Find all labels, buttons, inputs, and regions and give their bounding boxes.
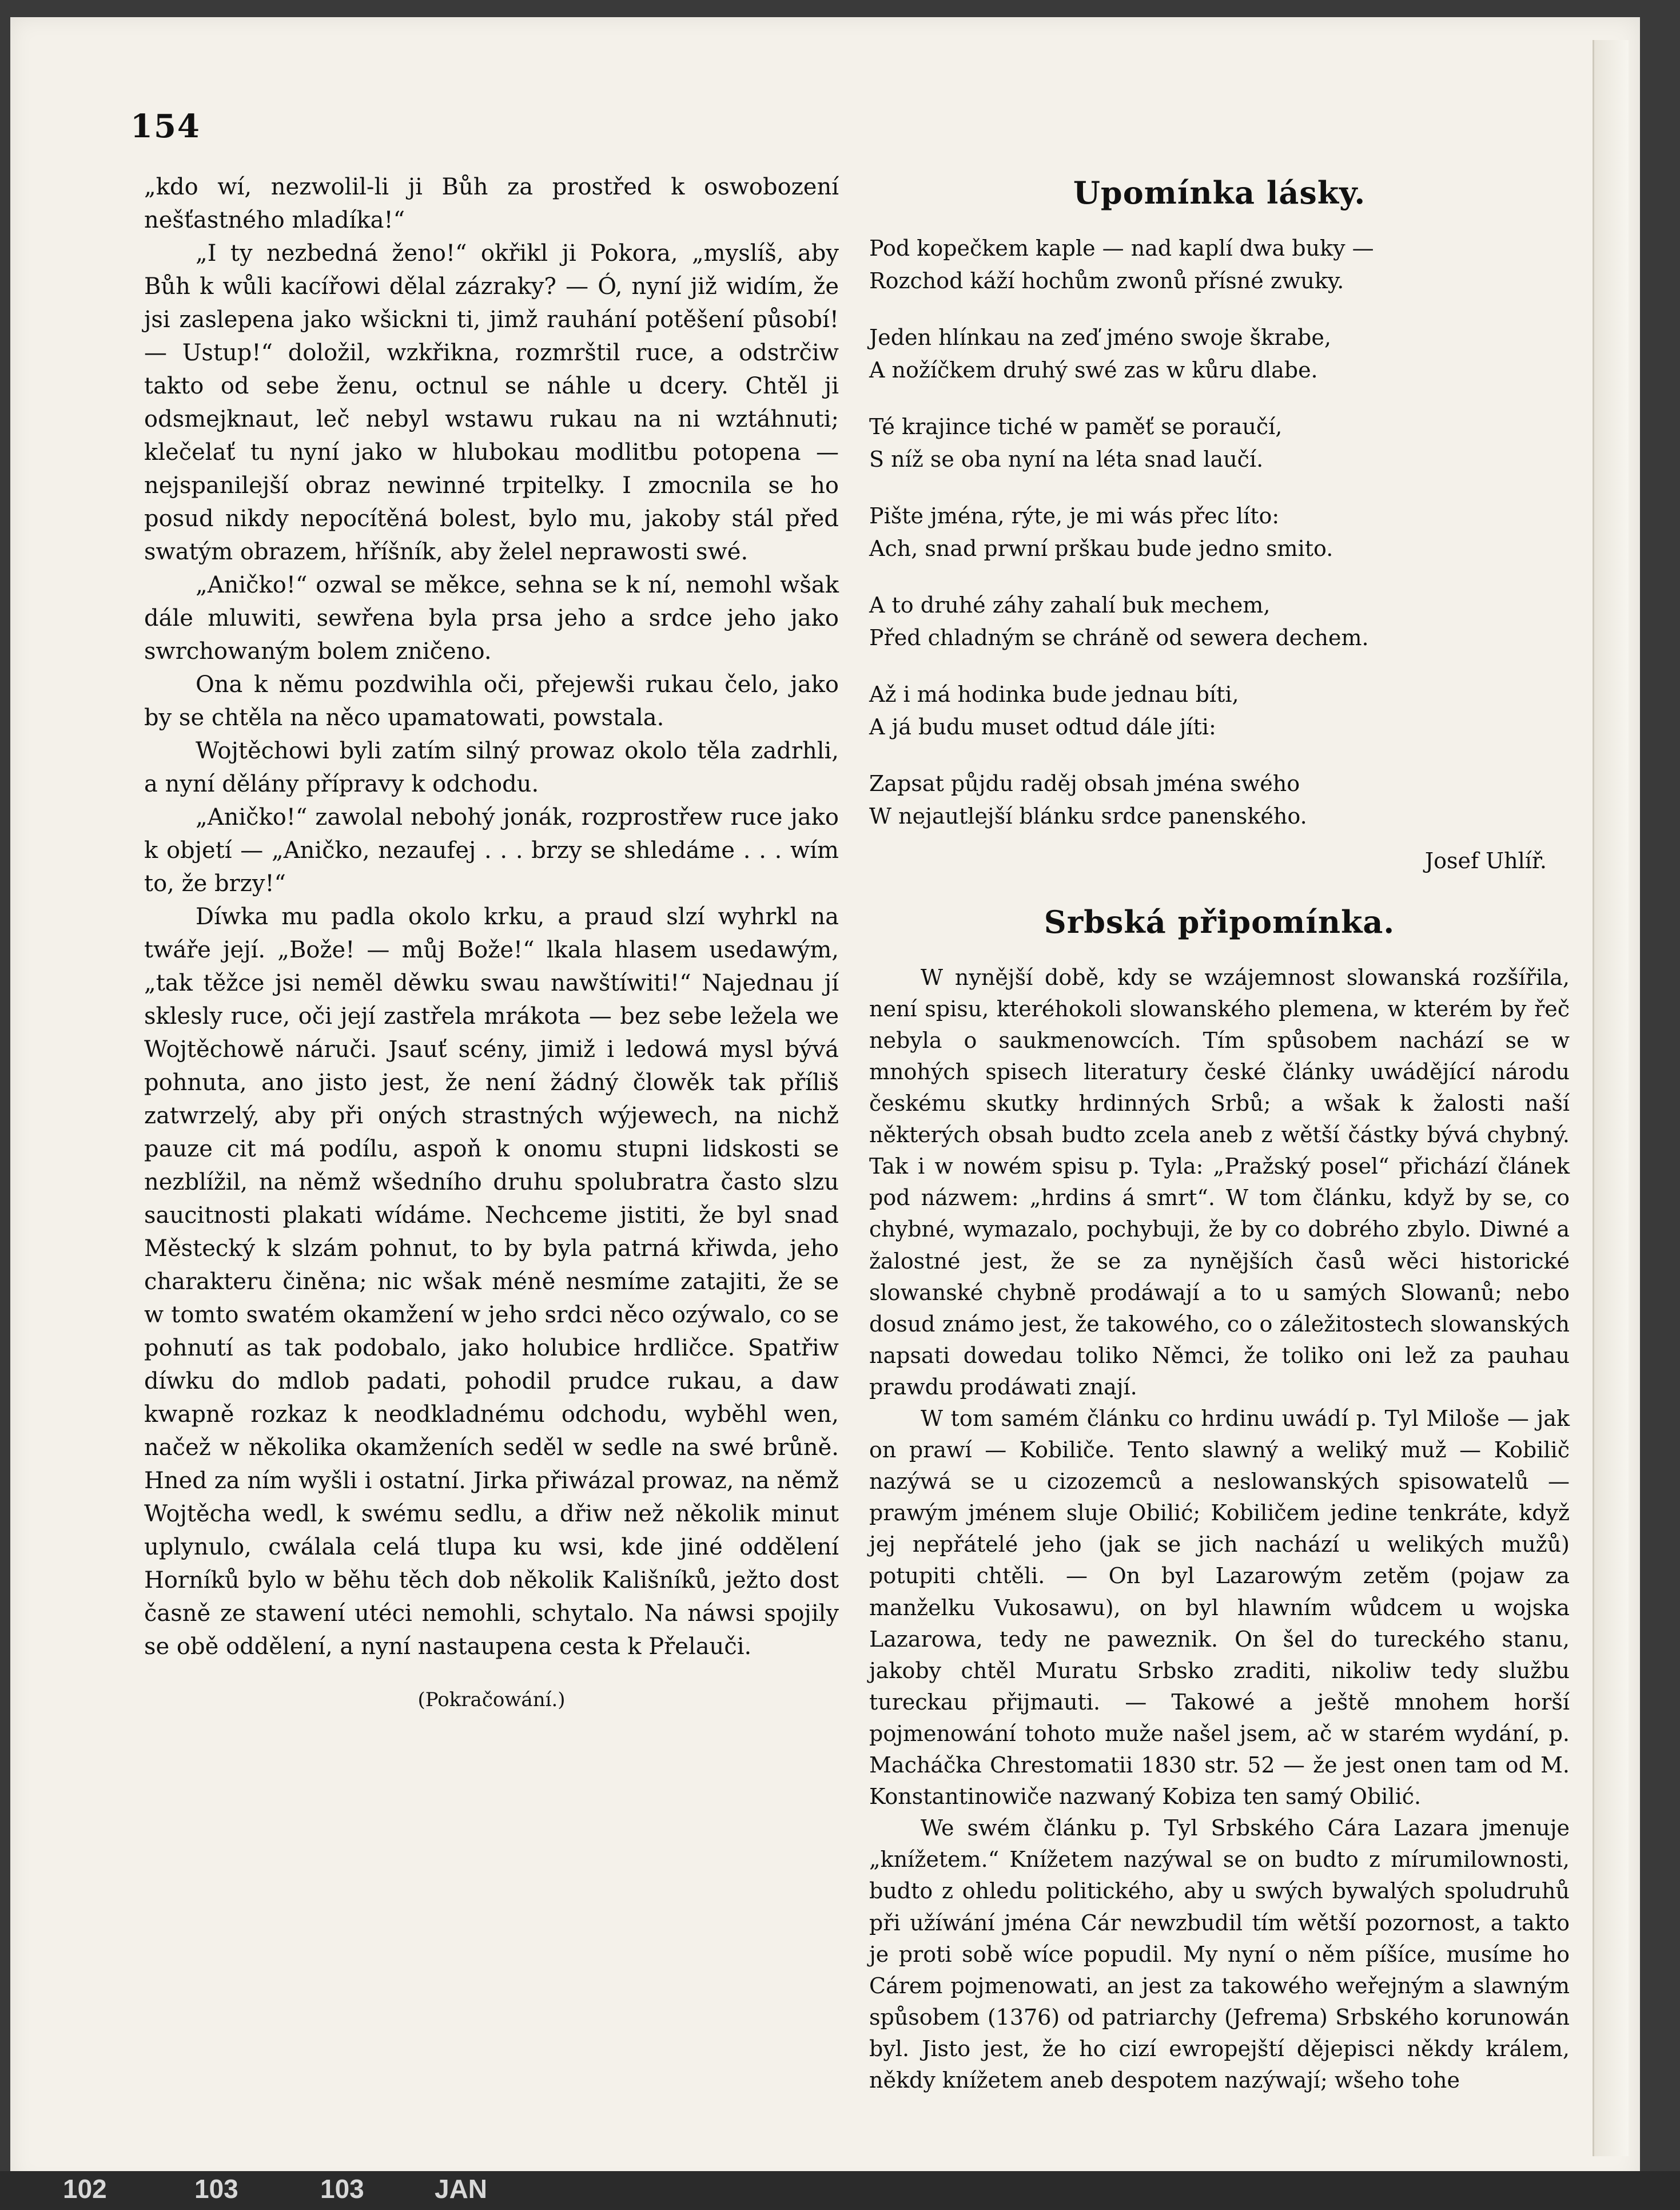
page-edge [1593, 40, 1629, 2156]
paragraph: Wojtěchowi byli zatím silný prowaz okolo těla zadrhli, a nyní dělány přípravy k odchodu. [144, 738, 839, 797]
strip-label: JAN [435, 2174, 488, 2204]
article-title: Srbská připomínka. [1044, 904, 1395, 941]
right-column [869, 170, 1570, 2096]
poem-line: Rozchod káží hochům zwonů přísné zwuky. [869, 268, 1344, 294]
paragraph: We swém článku p. Tyl Srbského Cára Lazara jmenuje „knížetem.“ Knížetem nazýwal se on budto z mírumilownosti, budto z ohledu politického, aby u swých bywalých spoludruhů při užíwání jména Cár newzbudil tím wětší pozornost, a takto je proti sobě wíce popudil. My nyní o něm píšíce, musíme ho Cárem pojmenowati, an jest za takowého weřejným a slawným spůsobem (1376) od patriarchy (Jefrema) Srbského korunowán byl. Jisto jest, že ho cizí ewropejští dějepisci někdy králem, někdy knížetem aneb despotem nazýwají; wšeho tohe [869, 1815, 1570, 2093]
poem-line: Zapsat půjdu raděj obsah jména swého [869, 771, 1300, 797]
poem-author: Josef Uhlíř. [1424, 848, 1547, 874]
poem-line: Té krajince tiché w paměť se poraučí, [869, 414, 1283, 440]
poem-stanza [869, 321, 1570, 387]
poem-stanza [869, 678, 1570, 744]
paragraph: Ona k němu pozdwihla oči, přejewši rukau čelo, jako by se chtěla na něco upamatowati, powstala. [144, 671, 839, 731]
poem-line: Ach, snad prwní prškau bude jedno smito. [869, 536, 1333, 562]
poem-line: S níž se oba nyní na léta snad laučí. [869, 447, 1264, 472]
scanner-strip [0, 2171, 1680, 2210]
paragraph: „Aničko!“ ozwal se měkce, sehna se k ní, nemohl wšak dále mluwiti, sewřena byla prsa jeho a srdce jeho jako swrchowaným bolem zničeno. [144, 572, 839, 665]
poem-line: Až i má hodinka bude jednau bíti, [869, 682, 1239, 707]
paragraph: „kdo wí, nezwolil-li ji Bůh za prostřed k oswobození nešťastného mladíka!“ [144, 174, 839, 233]
poem-stanza [869, 589, 1570, 654]
paragraph: Díwka mu padla okolo krku, a praud slzí wyhrkl na twáře její. „Bože! — můj Bože!“ lkala hlasem usedawým, „tak těžce jsi neměl děwku swau nawštíwiti!“ Najednau jí sklesly ruce, oči její zastřela mrákota — bez sebe ležela we Wojtěchowě náruči. Jsauť scény, jimiž i ledowá mysl bývá pohnuta, ano jisto jest, že není žádný člowěk tak příliš zatwrzelý, aby při oných strastných wýjewech, na nichž pauze cit má podílu, aspoň k onomu stupni lidskosti se nezblížil, na němž wšedního druhu spolubratra často slzu saucitnosti plakati wídáme. Nechceme jistiti, že byl snad Městecký k slzám pohnut, to by byla patrná křiwda, jeho charakteru činěna; nic wšak méně nesmíme zatajiti, že se w tomto swatém okamžení w jeho srdci něco ozýwalo, co se pohnutí as tak podobalo, jako holubice hrdličce. Spatřiw díwku do mdlob padati, pohodil prudce rukau, a daw kwapně rozkaz k neodkladnému odchodu, wyběhl wen, načež w několika okamženích seděl w sedle na swé brůně. Hned za ním wyšli i ostatní. Jirka přiwázal prowaz, na němž Wojtěcha wedl, k swému sedlu, a dřiw než několik minut uplynulo, cwálala celá tlupa ku wsi, kde jiné oddělení Horníků bylo w běhu těch dob několik Kališníků, ježto dost časně ze stawení utéci nemohli, schytalo. Na náwsi spojily se obě oddělení, a nyní nastaupena cesta k Přelauči. [144, 904, 839, 1660]
poem-stanza [869, 500, 1570, 565]
poem-title: Upomínka lásky. [1073, 174, 1366, 211]
paragraph: W nynější době, kdy se wzájemnost slowanská rozšířila, není spisu, kteréhokoli slowanského plemena, w kterém by řeč nebyla o saukmenowcích. Tím spůsobem nachází se w mnohých spisech literatury české články uwádějící národu českému skutky hrdinných Srbů; a wšak k žalosti naší některých obsah budto zcela aneb z wětší částky bývá chybný. Tak i w nowém spisu p. Tyla: „Pražský posel“ přichází článek pod názwem: „hrdins á smrt“. W tom článku, když by se, co chybné, wymazalo, pochybuji, že by co dobrého zbylo. Diwné a žalostné jest, že se za nynějších časů wěci historické slowanské chybně prodáwají a to u samých Slowanů; nebo dosud známo jest, že takowého, co o záležitostech slowanských napsati dowedau toliko Němci, že toliko oni lež za pauhau prawdu prodáwati znají. [869, 964, 1570, 1400]
left-column [144, 170, 839, 1714]
paragraph: W tom samém článku co hrdinu uwádí p. Tyl Miloše — jak on prawí — Kobiliče. Tento slawný a weliký muž — Kobilič nazýwá se u cizozemců a neslowanských spisowatelů — prawým jménem sluje Obilić; Kobiličem jedine tenkráte, když jej nepřátelé jeho (jak se jich nachází u welikých mužů) potupiti chtěli. — On byl Lazarowým zetěm (pojaw za manželku Vukosawu), on byl hlawním wůdcem u wojska Lazarowa, tedy ne paweznik. On šel do tureckého stanu, jakoby chtěl Muratu Srbsko zraditi, nikoliw tedy službu tureckau přijmauti. — Takowé a ještě mnohem horší pojmenowání tohoto muže našel jsem, ač w starém wydání, p. Macháčka Chrestomatii 1830 str. 52 — že jest onen tam od M. Konstantinowiče nazwaný Kobiza ten samý Obilić. [869, 1406, 1570, 1810]
poem-line: A nožíčkem druhý swé zas w kůru dlabe. [869, 357, 1318, 383]
poem-line: Pod kopečkem kaple — nad kaplí dwa buky — [869, 236, 1374, 261]
paragraph: „Aničko!“ zawolal nebohý jonák, rozprostřew ruce jako k objetí — „Aničko, nezaufej . . . brzy se shledáme . . . wím to, že brzy!“ [144, 804, 839, 897]
strip-label: 103 [320, 2174, 364, 2204]
poem-line: W nejautlejší blánku srdce panenského. [869, 804, 1307, 829]
page-number: 154 [130, 108, 201, 145]
strip-label: 102 [63, 2174, 107, 2204]
poem-line: Jeden hlínkau na zeď jméno swoje škrabe, [869, 325, 1331, 351]
continuation-note: (Pokračowání.) [417, 1688, 566, 1711]
strip-label: 103 [194, 2174, 238, 2204]
poem-stanza [869, 232, 1570, 297]
poem-line: Pište jména, rýte, je mi wás přec líto: [869, 503, 1280, 529]
paragraph: „I ty nezbedná ženo!“ okřikl ji Pokora, „myslíš, aby Bůh k wůli kacířowi dělal zázraky? — Ó, nyní již widím, že jsi zaslepena jako wšickni ti, jimž rauhání potěšení působí! — Ustup!“ doložil, wzkřikna, rozmrštil ruce, a odstrčiw takto od sebe ženu, octnul se náhle u dcery. Chtěl ji odsmejknaut, leč nebyl wstawu rukau na ni wztáhnuti; klečelať tu nyní jako w hlubokau modlitbu potopena — nejspanilejší obraz newinné trpitelky. I zmocnila se ho posud nikdy nepocítěná bolest, bylo mu, jakoby stál před swatým obrazem, hříšník, aby želel neprawosti swé. [144, 240, 839, 565]
poem-stanza [869, 768, 1570, 833]
poem-stanza [869, 411, 1570, 476]
poem-line: Před chladným se chráně od sewera dechem. [869, 625, 1369, 651]
poem-line: A to druhé záhy zahalí buk mechem, [869, 593, 1271, 618]
poem-line: A já budu muset odtud dále jíti: [869, 714, 1216, 740]
